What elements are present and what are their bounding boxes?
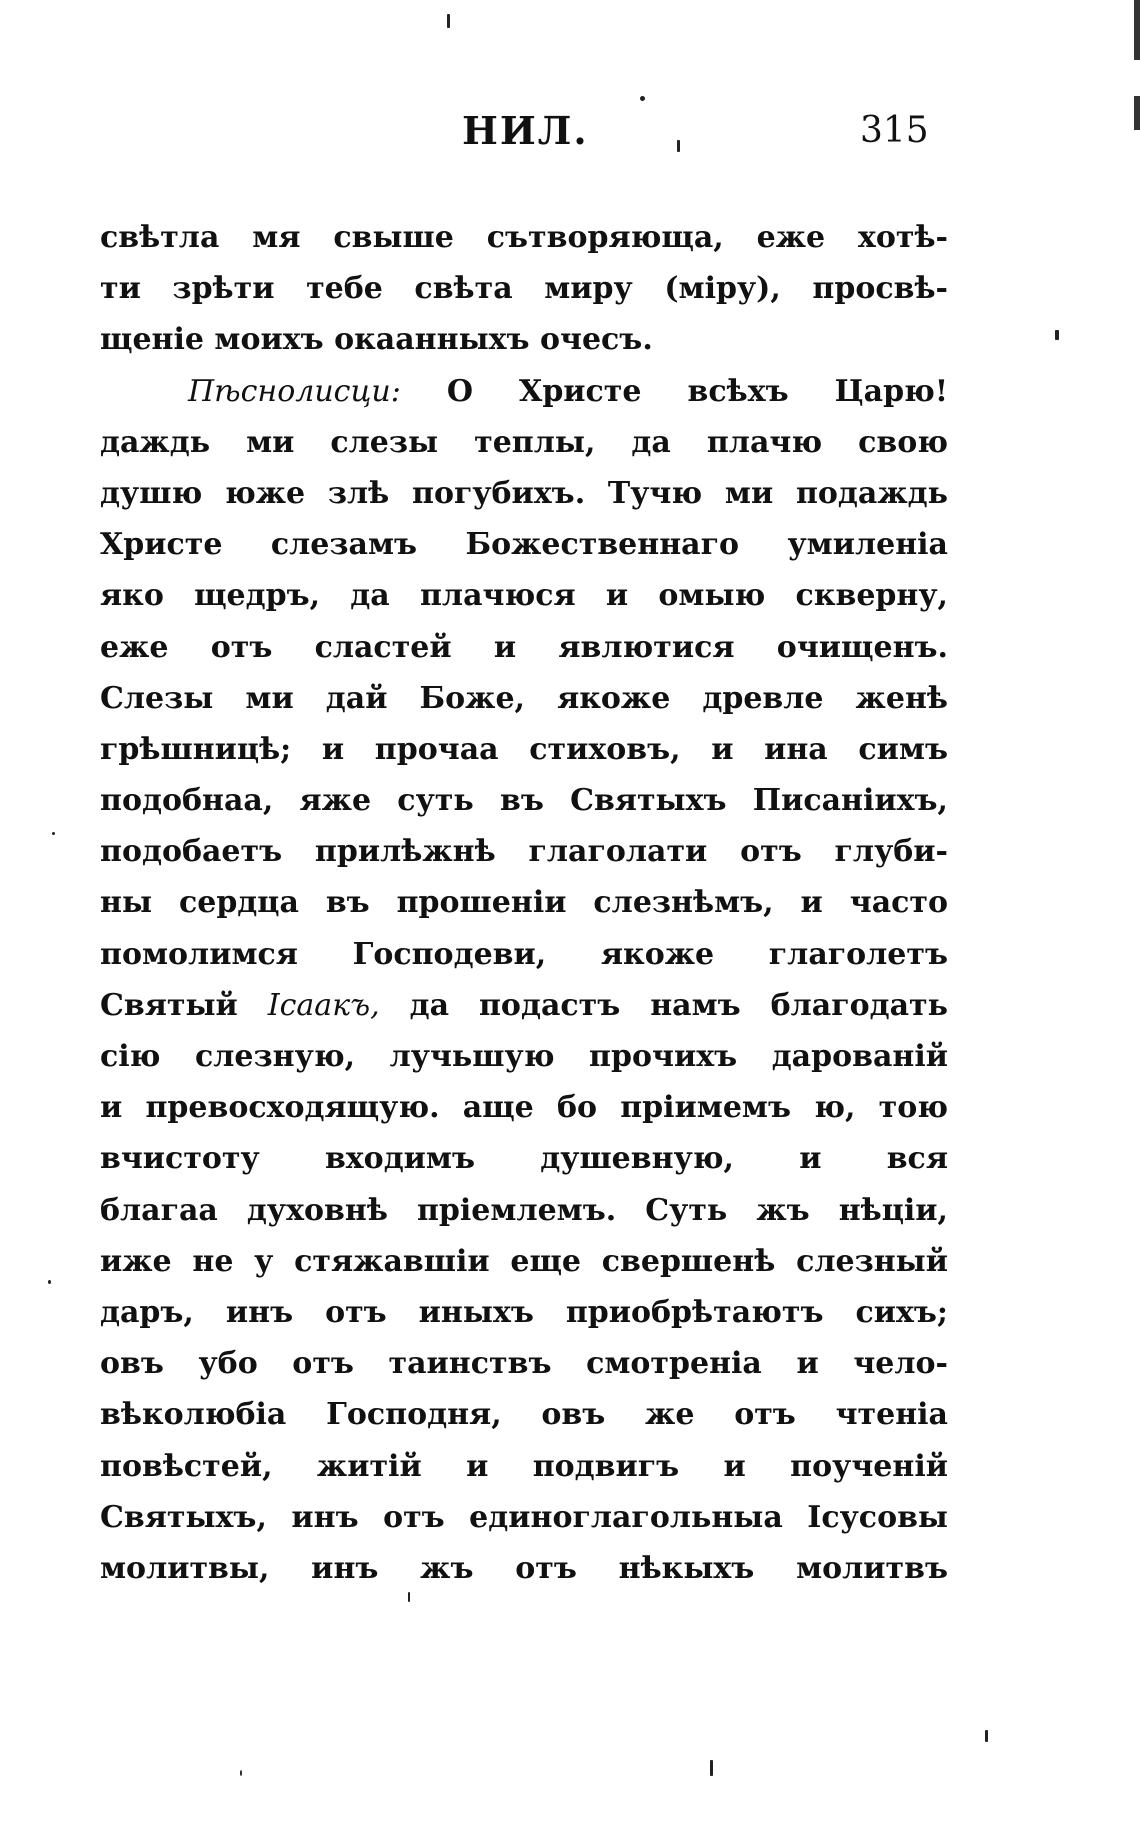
scan-speck	[640, 96, 645, 101]
text-line: даръ, инъ отъ иныхъ приобрѣтаютъ сихъ;	[100, 1294, 948, 1330]
scan-edge-mark	[1134, 0, 1140, 60]
italic-term: Пѣснолисци:	[188, 373, 401, 409]
text-line: вѣколюбіа Господня, овъ же отъ чтеніа	[100, 1397, 948, 1433]
text-line	[100, 366, 948, 417]
text-line: яко щедръ, да плачюся и омыю скверну,	[100, 578, 948, 614]
scan-speck	[408, 1592, 410, 1602]
text-line: овъ убо отъ таинствъ смотреніа и чело-	[100, 1346, 948, 1382]
text-line: помолимся Господеви, якоже глаголетъ	[100, 936, 948, 972]
text-line: грѣшницѣ; и прочаа стиховъ, и ина симъ	[100, 731, 948, 767]
text-line: благаа духовнѣ пріемлемъ. Суть жъ нѣціи,	[100, 1192, 948, 1228]
text-line: ны сердца въ прошеніи слезнѣмъ, и часто	[100, 885, 948, 921]
text-line: душю юже злѣ погубихъ. Тучю ми подаждь	[100, 475, 948, 511]
scan-speck	[710, 1760, 713, 1776]
scan-speck	[985, 1730, 988, 1742]
text-line: Слезы ми дай Боже, якоже древле женѣ	[100, 680, 948, 716]
scan-edge-mark	[1134, 96, 1140, 130]
text-line: молитвы, инъ жъ отъ нѣкыхъ молитвъ	[100, 1550, 948, 1586]
text-line: сію слезную, лучьшую прочихъ дарованій	[100, 1039, 948, 1074]
text-line: подобаетъ прилѣжнѣ глаголати отъ глуби-	[100, 834, 948, 870]
scan-speck	[52, 832, 55, 835]
text-line: еже отъ сластей и явлютися очищенъ.	[100, 629, 948, 665]
text-segment: Святый	[100, 987, 238, 1023]
scan-speck	[1055, 330, 1059, 340]
text-line: даждь ми слезы теплы, да плачю свою	[100, 424, 948, 460]
text-line: вчистоту входимъ душевную, и вся	[100, 1141, 948, 1177]
running-head	[0, 108, 1140, 168]
text-line: Святыхъ, инъ отъ единоглагольныа Ісусовы	[100, 1499, 948, 1535]
text-line	[100, 980, 948, 1031]
text-segment: да подастъ намъ благодать	[409, 987, 948, 1023]
scan-speck	[240, 1770, 242, 1776]
text-segment: О Христе всѣхъ Царю!	[446, 373, 948, 409]
italic-name: Ісаакъ,	[267, 987, 380, 1023]
text-line: Христе слезамъ Божественнаго умиленіа	[100, 527, 948, 563]
text-line: щеніе моихъ окаанныхъ очесъ.	[100, 322, 653, 358]
text-line: повѣстей, житій и подвигъ и поученій	[100, 1448, 948, 1484]
text-line: свѣтла мя свыше сътворяюща, еже хотѣ-	[100, 220, 948, 255]
page-number: 315	[860, 110, 929, 151]
text-line: и превосходящую. аще бо пріимемъ ю, тою	[100, 1090, 948, 1126]
text-line: иже не у стяжавшіи еще свершенѣ слезный	[100, 1243, 948, 1279]
text-line: ти зрѣти тебе свѣта миру (міру), просвѣ-	[100, 271, 948, 307]
running-title: НИЛ.	[462, 108, 589, 153]
scan-speck	[48, 1280, 51, 1284]
scan-speck	[447, 14, 450, 28]
body-text	[100, 212, 948, 1594]
text-line: подобнаа, яже суть въ Святыхъ Писаніихъ,	[100, 783, 948, 819]
scan-speck	[677, 140, 680, 152]
